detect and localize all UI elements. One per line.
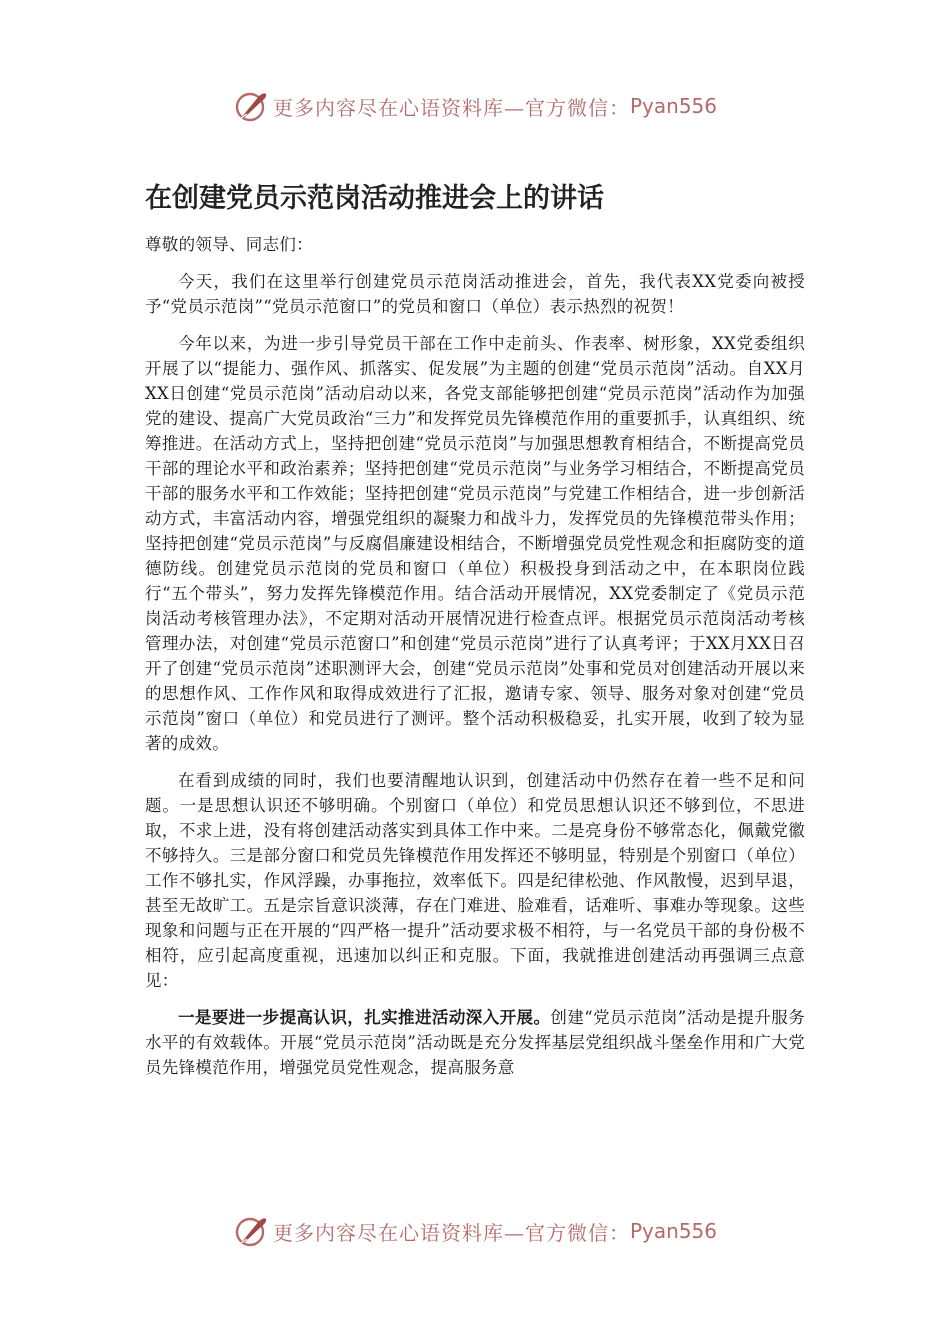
paragraph-3: 在看到成绩的同时，我们也要清醒地认识到，创建活动中仍然存在着一些不足和问题。一是思想认识还不够明确。个别窗口（单位）和党员思想认识还不够到位，不思进取，不求上进，没有将创建活动落实到具体工作中来。二是亮身份不够常态化，佩戴党徽不够持久。三是部分窗口和党员先锋模范作用发挥还不够明显，特别是个别窗口（单位）工作不够扎实，作风浮躁，办事拖拉，效率低下。四是纪律松弛、作风散慢，迟到早退，甚至无故旷工。五是宗旨意识淡薄，存在门难进、脸难看，话难听、事难办等现象。这些现象和问题与正在开展的“四严格一提升”活动要求极不相符，与一名党员干部的身份极不相符，应引起高度重视，迅速加以纠正和克服。下面，我就推进创建活动再强调三点意见：: [145, 771, 805, 990]
footer-watermark: [0, 1209, 950, 1253]
header-watermark: [0, 84, 950, 128]
paragraph-1: 今天，我们在这里举行创建党员示范岗活动推进会，首先，我代表XX党委向被授予“党员示范岗”“党员示范窗口”的党员和窗口（单位）表示热烈的祝贺！: [145, 272, 805, 316]
quill-pen-logo-icon: [233, 1213, 269, 1249]
document-body: [145, 232, 805, 1092]
watermark-wechat-id: Pyan556: [629, 94, 717, 118]
greeting: 尊敬的领导、同志们：: [145, 235, 313, 254]
watermark-text: 更多内容尽在心语资料库—官方微信：: [272, 95, 630, 120]
document-title: 在创建党员示范岗活动推进会上的讲话: [145, 183, 604, 214]
paragraph-2: 今年以来，为进一步引导党员干部在工作中走前头、作表率、树形象，XX党委组织开展了以“提能力、强作风、抓落实、促发展”为主题的创建“党员示范岗”活动。自XX月XX日创建“党员示范岗”活动启动以来，各党支部能够把创建“党员示范岗”活动作为加强党的建设、提高广大党员政治“三力”和发挥党员先锋模范作用的重要抓手，认真组织、统筹推进。在活动方式上，坚持把创建“党员示范岗”与加强思想教育相结合，不断提高党员干部的理论水平和政治素养；坚持把创建“党员示范岗”与业务学习相结合，不断提高党员干部的服务水平和工作效能；坚持把创建“党员示范岗”与党建工作相结合，进一步创新活动方式，丰富活动内容，增强党组织的凝聚力和战斗力，发挥党员的先锋模范带头作用；坚持把创建“党员示范岗”与反腐倡廉建设相结合，不断增强党员党性观念和拒腐防变的道德防线。创建党员示范岗的党员和窗口（单位）积极投身到活动之中，在本职岗位践行“五个带头”，努力发挥先锋模范作用。结合活动开展情况，XX党委制定了《党员示范岗活动考核管理办法》，不定期对活动开展情况进行检查点评。根据党员示范岗活动考核管理办法，对创建“党员示范窗口”和创建“党员示范岗”进行了认真考评；于XX月XX日召开了创建“党员示范岗”述职测评大会，创建“党员示范岗”处事和党员对创建活动开展以来的思想作风、工作作风和取得成效进行了汇报，邀请专家、领导、服务对象对创建“党员示范岗”窗口（单位）和党员进行了测评。整个活动积极稳妥，扎实开展，收到了较为显著的成效。: [145, 334, 805, 753]
quill-pen-logo-icon: [233, 88, 269, 124]
point-1-lead: 一是要进一步提高认识，扎实推进活动深入开展。: [178, 1008, 551, 1027]
watermark-text: 更多内容尽在心语资料库—官方微信：: [272, 1220, 630, 1245]
point-1-text: 创建“党员示范岗”活动是提升服务水平的有效载体。开展“党员示范岗”活动既是充分发挥基层党组织战斗堡垒作用和广大党员先锋模范作用，增强党员党性观念，提高服务意: [145, 1008, 805, 1077]
watermark-wechat-id: Pyan556: [629, 1219, 717, 1243]
paragraph-4: [145, 1005, 805, 1080]
